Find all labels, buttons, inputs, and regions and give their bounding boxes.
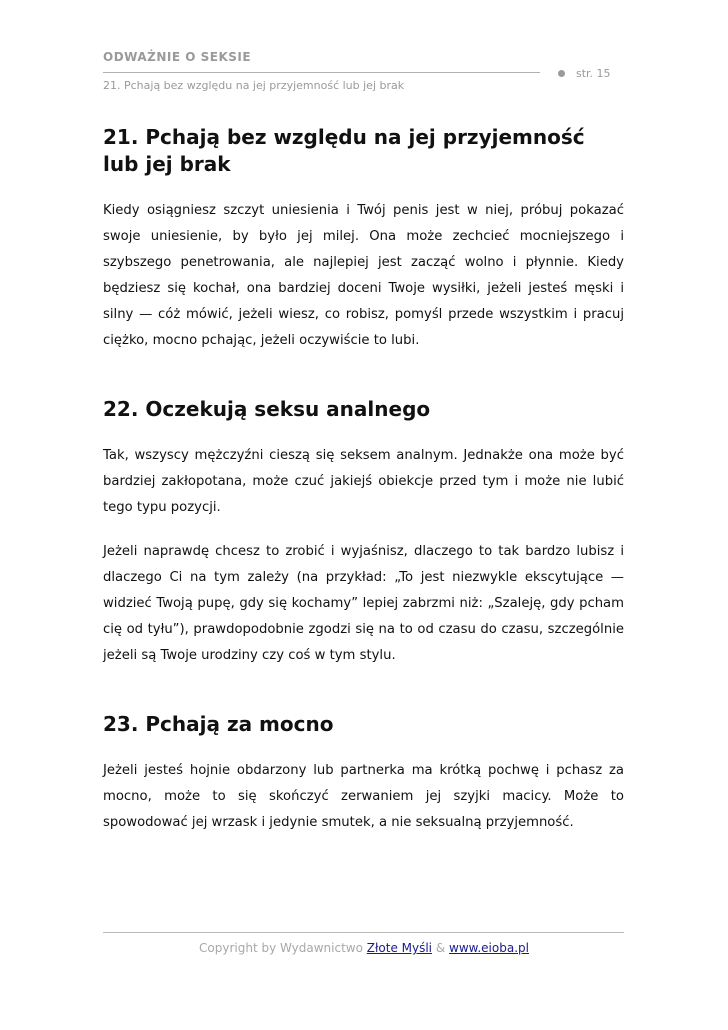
footer-separator: & (432, 941, 450, 955)
bullet-icon (558, 70, 565, 77)
paragraph: Jeżeli jesteś hojnie obdarzony lub partnerka ma krótką pochwę i pchasz za mocno, może to się skończyć zerwaniem jej szyjki macicy. Może to spowodować jej wrzask i jedynie smutek, a nie seksualną przyjemność. (103, 763, 624, 830)
section-heading: 23. Pchają za mocno (103, 712, 334, 736)
publisher-link[interactable]: Złote Myśli (366, 941, 433, 955)
site-link[interactable]: www.eioba.pl (449, 941, 529, 955)
section-heading: 21. Pchają bez względu na jej przyjemność lub jej brak (103, 125, 585, 176)
header-divider (103, 72, 540, 73)
running-chapter-title: 21. Pchają bez względu na jej przyjemność lub jej brak (103, 79, 405, 92)
section-heading: 22. Oczekują seksu analnego (103, 397, 431, 421)
page-footer (0, 941, 728, 955)
footer-divider (103, 932, 624, 933)
copyright-text: Copyright by Wydawnictwo (199, 941, 367, 955)
paragraph: Tak, wszyscy mężczyźni cieszą się seksem analnym. Jednakże ona może być bardziej zakłopotana, może czuć jakiejś obiekcje przed tym i może nie lubić tego typu pozycji. (103, 448, 624, 515)
page-content (103, 124, 624, 836)
page-number: str. 15 (576, 67, 611, 80)
paragraph: Jeżeli naprawdę chcesz to zrobić i wyjaśnisz, dlaczego to tak bardzo lubisz i dlaczego Ci na tym zależy (na przykład: „To jest niezwykle ekscytujące — widzieć Twoją pupę, gdy się kochamy” lepiej zabrzmi niż: „Szaleję, gdy pcham cię od tyłu”), prawdopodobnie zgodzi się na to od czasu do czasu, szczególnie jeżeli są Twoje urodziny czy coś w tym stylu. (103, 544, 624, 663)
book-title: ODWAŻNIE O SEKSIE (103, 50, 252, 64)
section-22 (103, 396, 624, 669)
section-21 (103, 124, 624, 354)
section-23 (103, 711, 624, 836)
paragraph: Kiedy osiągniesz szczyt uniesienia i Twój penis jest w niej, próbuj pokazać swoje uniesienie, by było jej milej. Ona może zechcieć mocniejszego i szybszego penetrowania, ale najlepiej jest zacząć wolno i płynnie. Kiedy będziesz się kochał, ona bardziej doceni Twoje wysiłki, jeżeli jesteś męski i silny — cóż mówić, jeżeli wiesz, co robisz, pomyśl przede wszystkim i pracuj ciężko, mocno pchając, jeżeli oczywiście to lubi. (103, 203, 624, 348)
